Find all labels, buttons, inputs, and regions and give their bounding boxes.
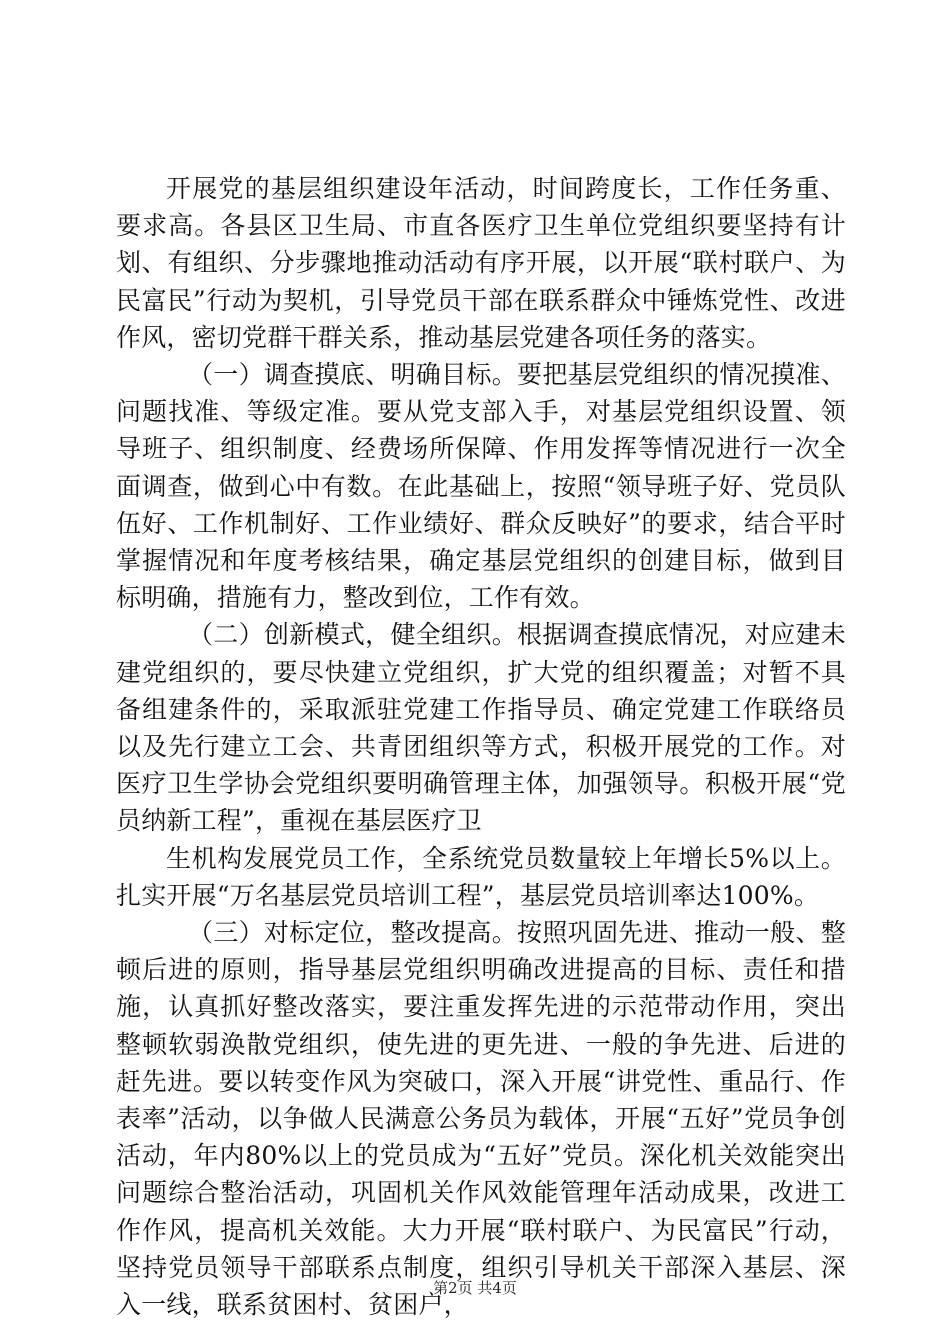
document-body — [116, 170, 846, 1323]
paragraph-intro: 开展党的基层组织建设年活动，时间跨度长，工作任务重、要求高。各县区卫生局、市直各医疗卫生单位党组织要坚持有计划、有组织、分步骤地推动活动有序开展，以开展“联村联户、为民富民”行动为契机，引导党员干部在联系群众中锤炼党性、改进作风，密切党群干群关系，推动基层党建各项任务的落实。 — [116, 174, 846, 352]
paragraph-section-3: （三）对标定位，整改提高。按照巩固先进、推动一般、整顿后进的原则，指导基层党组织明确改进提高的目标、责任和措施，认真抓好整改落实，要注重发挥先进的示范带动作用，突出整顿软弱涣散党组织，使先进的更先进、一般的争先进、后进的赶先进。要以转变作风为突破口，深入开展“讲党性、重品行、作表率”活动，以争做人民满意公务员为载体，开展“五好”党员争创活动，年内80%以上的党员成为“五好”党员。深化机关效能突出问题综合整治活动，巩固机关作风效能管理年活动成果，改进工作作风，提高机关效能。大力开展“联村联户、为民富民”行动，坚持党员领导干部联系点制度，组织引导机关干部深入基层、深入一线，联系贫困村、贫困户， — [116, 918, 846, 1320]
page-number: 第2页 共4页 — [433, 1279, 517, 1297]
page-footer — [0, 1278, 950, 1298]
paragraph-section-2: （二）创新模式，健全组织。根据调查摸底情况，对应建未建党组织的，要尽快建立党组织，扩大党的组织覆盖；对暂不具备组建条件的，采取派驻党建工作指导员、确定党建工作联络员以及先行建立工会、共青团组织等方式，积极开展党的工作。对医疗卫生学协会党组织要明确管理主体，加强领导。积极开展“党员纳新工程”，重视在基层医疗卫 — [116, 620, 846, 836]
paragraph-section-2-continued: 生机构发展党员工作，全系统党员数量较上年增长5%以上。扎实开展“万名基层党员培训工程”，基层党员培训率达100%。 — [116, 843, 846, 910]
paragraph-section-1: （一）调查摸底、明确目标。要把基层党组织的情况摸准、问题找准、等级定准。要从党支部入手，对基层党组织设置、领导班子、组织制度、经费场所保障、作用发挥等情况进行一次全面调查，做到心中有数。在此基础上，按照“领导班子好、党员队伍好、工作机制好、工作业绩好、群众反映好”的要求，结合平时掌握情况和年度考核结果，确定基层党组织的创建目标，做到目标明确，措施有力，整改到位，工作有效。 — [116, 360, 846, 613]
